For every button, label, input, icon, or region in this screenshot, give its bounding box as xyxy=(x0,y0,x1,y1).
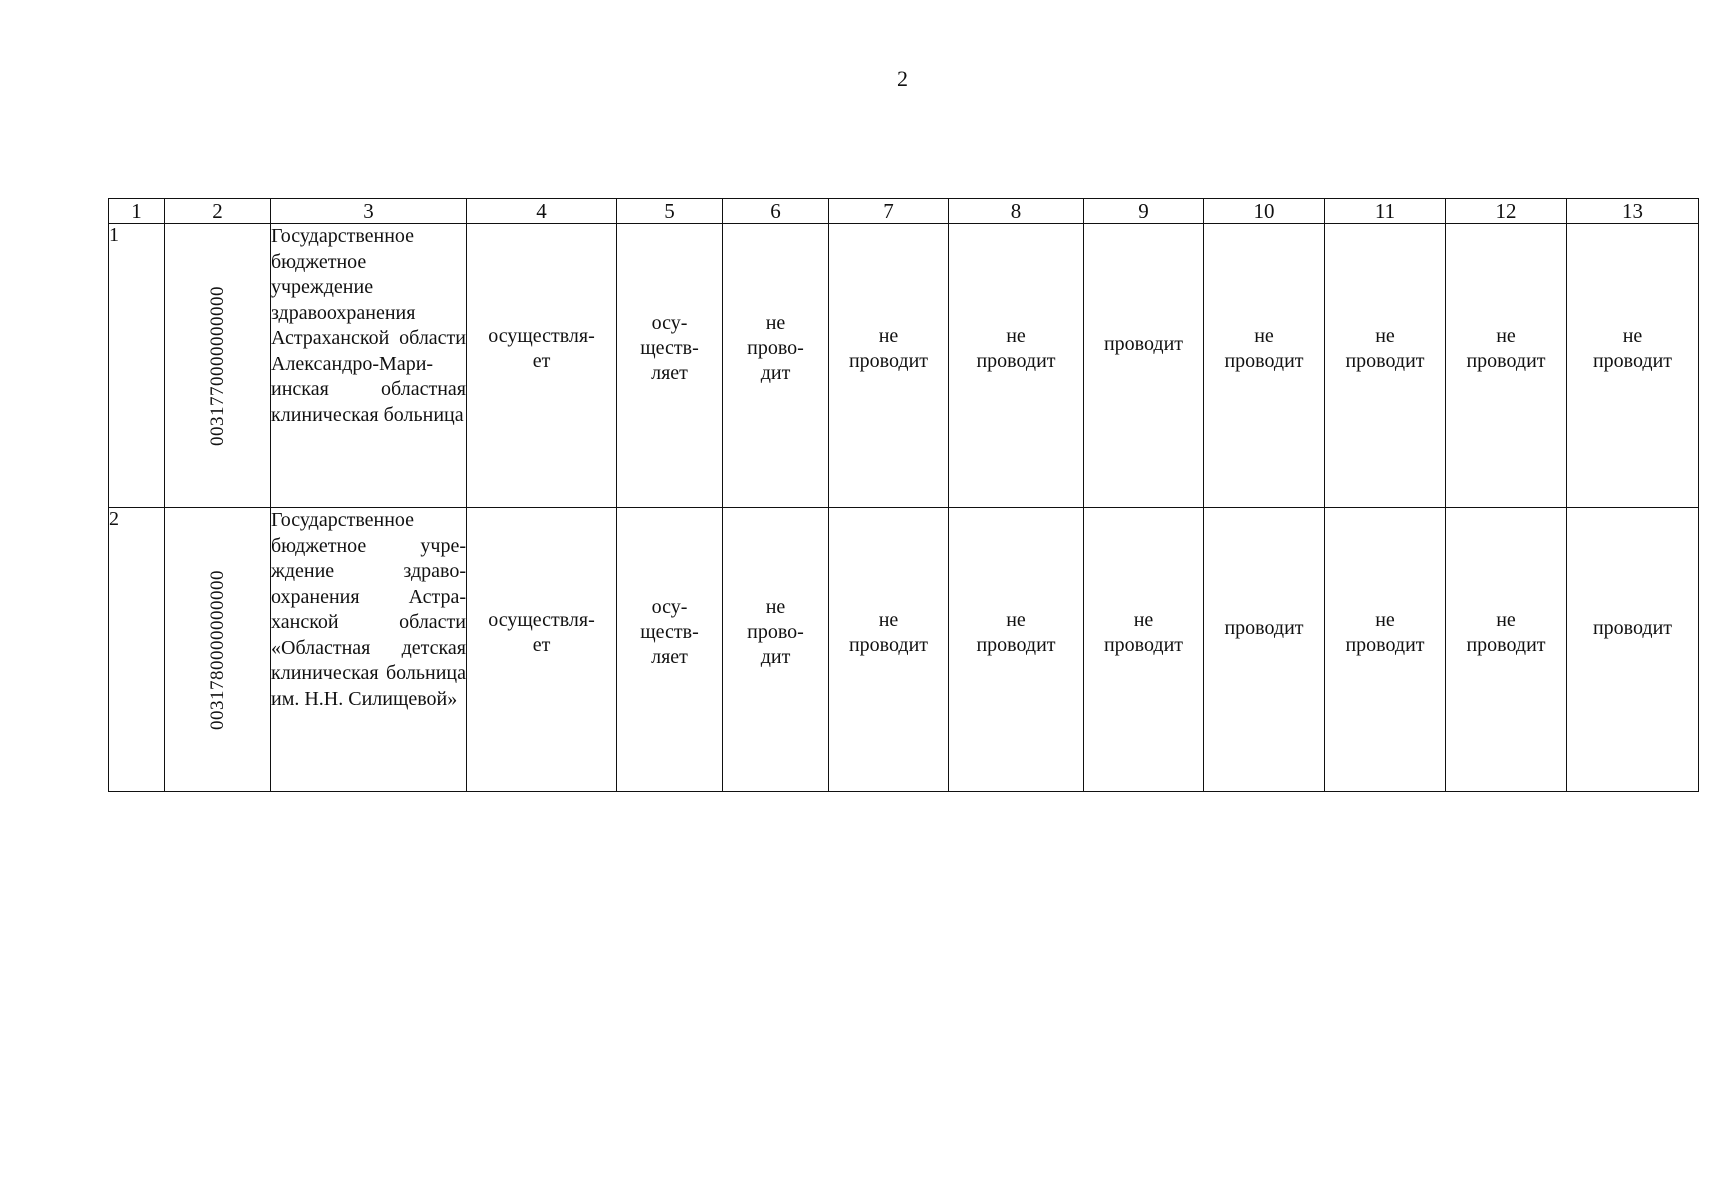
value-text: не проводит xyxy=(1345,608,1425,656)
value-cell-col-5 xyxy=(617,224,723,508)
institution-name: Государственное бюджетное учреждение здравоохранения Астраханской области «Областная детская клиническая больница им. Н.Н. Силищевой» xyxy=(271,508,467,792)
institution-code: 0031780000000000 xyxy=(206,569,228,730)
value-text: не проводит xyxy=(1224,324,1304,372)
institution-name: Государственное бюджетное учреждение здравоохранения Астраханской области Александро-Мариинская областная клиническая больница xyxy=(271,224,467,508)
column-header-2: 2 xyxy=(165,199,271,224)
header-row xyxy=(109,199,1699,224)
value-text: не проводит xyxy=(1466,324,1546,372)
data-table-container xyxy=(108,198,1698,792)
row-number: 2 xyxy=(109,508,165,792)
value-cell-col-9 xyxy=(1084,508,1204,792)
data-table xyxy=(108,198,1699,792)
value-cell-col-8 xyxy=(949,224,1084,508)
column-header-12: 12 xyxy=(1446,199,1567,224)
value-cell-col-7 xyxy=(829,508,949,792)
value-text: проводит xyxy=(1592,616,1673,639)
value-text: осу- ществ- ляет xyxy=(640,312,699,384)
value-text: осу- ществ- ляет xyxy=(640,596,699,668)
value-text: не проводит xyxy=(976,324,1056,372)
value-cell-col-11 xyxy=(1325,224,1446,508)
table-row xyxy=(109,508,1699,792)
column-header-1: 1 xyxy=(109,199,165,224)
value-text: не проводит xyxy=(1592,324,1673,372)
value-cell-col-12 xyxy=(1446,508,1567,792)
value-text: не проводит xyxy=(848,324,929,372)
institution-code-cell xyxy=(165,224,271,508)
value-text: осуществля- ет xyxy=(488,608,595,656)
value-cell-col-10 xyxy=(1204,224,1325,508)
value-cell-col-4 xyxy=(467,224,617,508)
value-text: не проводит xyxy=(1345,324,1425,372)
value-text: не проводит xyxy=(1103,608,1184,656)
value-cell-col-10 xyxy=(1204,508,1325,792)
value-cell-col-11 xyxy=(1325,508,1446,792)
value-cell-col-5 xyxy=(617,508,723,792)
column-header-6: 6 xyxy=(723,199,829,224)
column-header-3: 3 xyxy=(271,199,467,224)
column-header-7: 7 xyxy=(829,199,949,224)
value-cell-col-13 xyxy=(1567,224,1699,508)
value-cell-col-9 xyxy=(1084,224,1204,508)
institution-code-cell xyxy=(165,508,271,792)
value-cell-col-12 xyxy=(1446,224,1567,508)
value-text: не проводит xyxy=(1466,608,1546,656)
column-header-11: 11 xyxy=(1325,199,1446,224)
institution-code: 0031770000000000 xyxy=(206,285,228,446)
column-header-5: 5 xyxy=(617,199,723,224)
value-text: проводит xyxy=(1103,332,1184,355)
table-row xyxy=(109,224,1699,508)
value-cell-col-7 xyxy=(829,224,949,508)
value-text: осуществля- ет xyxy=(488,324,595,372)
column-header-4: 4 xyxy=(467,199,617,224)
value-text: не проводит xyxy=(848,608,929,656)
column-header-8: 8 xyxy=(949,199,1084,224)
value-text: не проводит xyxy=(976,608,1056,656)
page-number: 2 xyxy=(897,66,908,91)
value-cell-col-8 xyxy=(949,508,1084,792)
column-header-10: 10 xyxy=(1204,199,1325,224)
value-text: проводит xyxy=(1224,616,1304,639)
row-number: 1 xyxy=(109,224,165,508)
column-header-9: 9 xyxy=(1084,199,1204,224)
value-cell-col-4 xyxy=(467,508,617,792)
value-cell-col-6 xyxy=(723,224,829,508)
value-text: не прово- дит xyxy=(747,312,804,384)
column-header-13: 13 xyxy=(1567,199,1699,224)
value-text: не прово- дит xyxy=(747,596,804,668)
value-cell-col-13 xyxy=(1567,508,1699,792)
value-cell-col-6 xyxy=(723,508,829,792)
